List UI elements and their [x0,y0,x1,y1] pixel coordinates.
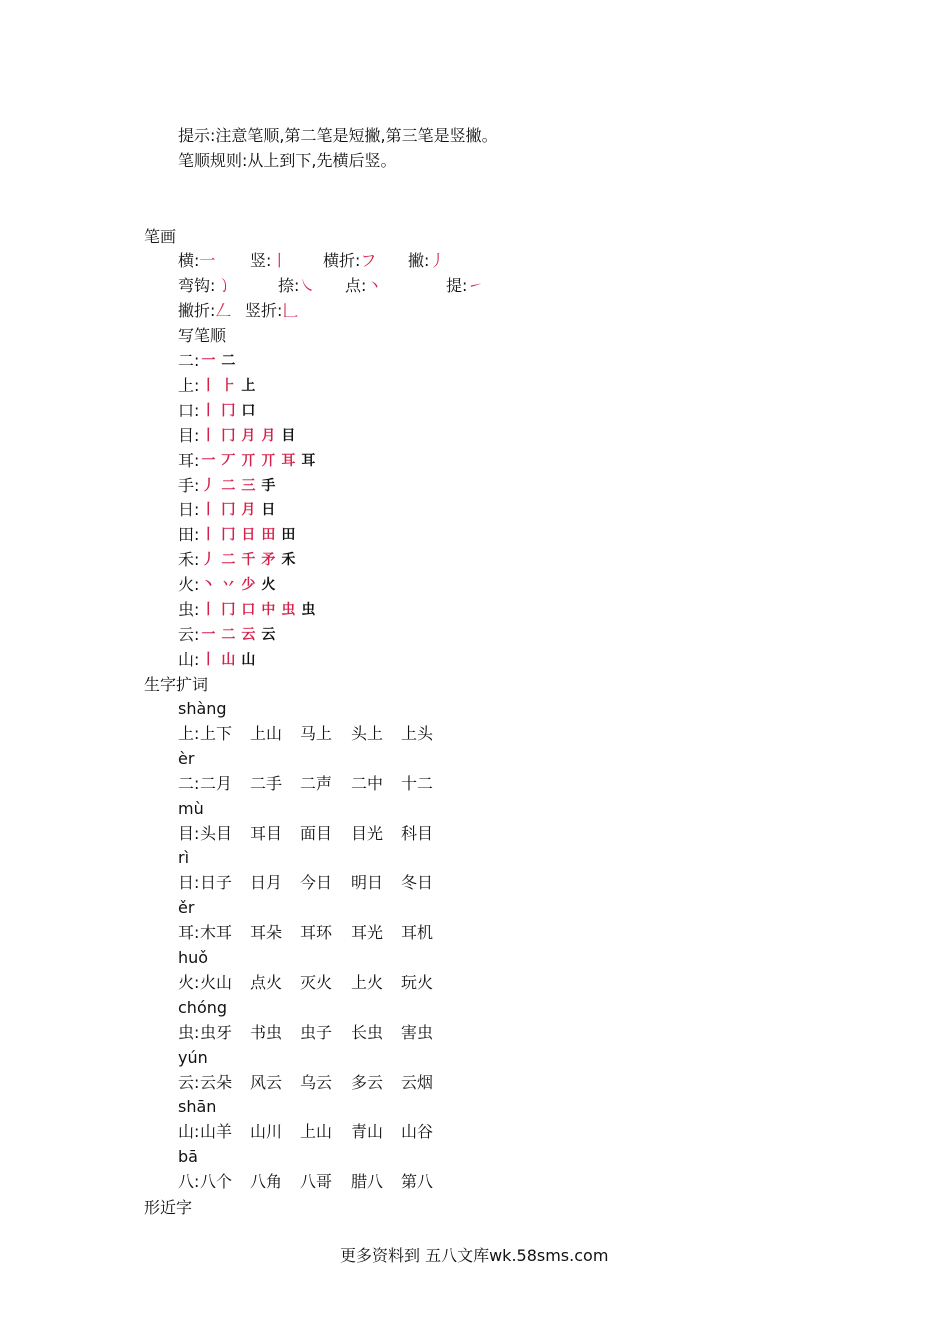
stroke-glyph: ㇏ [299,276,316,295]
stroke-order-step: 丷 [221,577,236,594]
stroke-order-step: 丶 [201,577,216,594]
footer-text: 更多资料到 五八文库wk.58sms.com [340,1246,609,1265]
stroke-label: 捺: [278,276,300,295]
stroke-order-step: 山 [241,651,256,668]
vocab-word: 点火 [250,973,283,992]
stroke-order-step: 云 [241,626,256,643]
stroke-label: 提: [446,276,468,295]
vocab-word: 山谷 [401,1122,434,1142]
vocab-word: 头上 [351,724,384,743]
stroke-order-step: 丨 [201,651,216,668]
stroke-order-step: 二 [221,552,236,569]
similar-heading: 形近字 [144,1198,193,1217]
stroke-order-step: 二 [221,353,236,369]
stroke-order-row [178,401,255,421]
stroke-label: 横: [178,251,200,270]
stroke-order-step: 禾 [281,552,296,569]
stroke-glyph: 丿 [429,251,446,270]
stroke-ti [446,276,483,296]
vocab-word: 耳光 [351,923,384,943]
stroke-order-steps [201,401,255,421]
stroke-wangou [178,276,231,296]
stroke-order-step: 虫 [301,602,316,618]
vocab-word: 今日 [300,873,333,893]
stroke-order-label: 手: [178,475,200,495]
vocab-word: 日月 [250,873,283,893]
vocab-word: 上山 [250,724,283,743]
order-heading: 写笔顺 [178,326,227,345]
stroke-order-label: 火: [178,575,200,595]
stroke-glyph: 𠃋 [215,301,232,320]
stroke-order-step: 一 [201,353,216,369]
pinyin-label: èr [178,748,195,768]
vocab-heading: 生字扩词 [144,675,209,694]
stroke-order-row [178,575,275,595]
stroke-order-step: 月 [241,427,256,444]
stroke-order-step: 口 [241,402,256,419]
stroke-order-step: 田 [281,527,296,544]
stroke-order-steps [201,451,315,471]
stroke-order-step: 三 [241,477,256,494]
stroke-order-steps [201,550,295,570]
pinyin-label: chóng [178,997,228,1017]
vocab-word: 害虫 [401,1022,434,1042]
stroke-order-step: 中 [261,602,276,618]
vocab-word: 青山 [351,1122,384,1142]
stroke-order-label: 二: [178,351,200,370]
pinyin-label: shān [178,1097,217,1117]
vocab-word: 耳环 [300,923,333,943]
vocab-word: 山羊 [200,1122,233,1142]
stroke-order-step: 日 [261,502,276,519]
stroke-dian [345,276,382,296]
stroke-hengzhe [323,251,376,271]
stroke-order-label: 田: [178,525,200,545]
vocab-word: 山川 [250,1122,283,1142]
vocab-char: 目: [178,823,200,843]
vocab-word: 多云 [351,1072,384,1092]
strokes-heading: 笔画 [144,227,177,246]
vocab-word: 冬日 [401,873,434,893]
stroke-order-step: 云 [261,626,276,643]
stroke-order-step: 手 [261,477,276,494]
vocab-word: 书虫 [250,1022,283,1042]
vocab-word: 八个 [200,1172,233,1192]
stroke-order-step: ⺊ [221,377,236,394]
stroke-order-row [178,550,295,570]
stroke-heng [178,251,215,271]
stroke-order-steps [201,525,295,545]
stroke-order-step: 山 [221,651,236,668]
vocab-word: 长虫 [351,1022,384,1042]
stroke-label: 撇: [408,251,430,270]
stroke-order-row [178,376,255,396]
stroke-order-label: 上: [178,375,200,395]
vocab-char: 八: [178,1172,200,1192]
stroke-order-step: 二 [221,477,236,494]
stroke-order-step: 虫 [281,602,296,618]
stroke-order-step: 丨 [201,502,216,519]
vocab-word: 二月 [200,773,233,793]
stroke-order-step: 口 [241,602,256,618]
stroke-glyph: フ [360,251,377,270]
stroke-order-step: 田 [261,527,276,544]
stroke-order-step: 丿 [201,477,216,494]
stroke-order-step: 火 [261,577,276,594]
vocab-word: 耳目 [250,823,283,843]
stroke-order-steps [201,476,275,496]
stroke-order-step: 上 [241,377,256,394]
stroke-order-label: 禾: [178,550,200,570]
vocab-word: 面目 [300,823,333,843]
stroke-order-step: 丨 [201,602,216,618]
vocab-word: 虫子 [300,1022,333,1042]
vocab-word: 十二 [401,773,434,793]
pinyin-label: shàng [178,699,227,718]
stroke-shuzhe [245,301,298,321]
hint-text: 提示:注意笔顺,第二笔是短撇,第三笔是竖撇。 [178,126,498,145]
pinyin-label: ěr [178,898,195,918]
vocab-word: 八角 [250,1172,283,1192]
stroke-order-step: 目 [281,427,296,444]
vocab-word: 明日 [351,873,384,893]
vocab-char: 火: [178,973,200,992]
rule-text: 笔顺规则:从上到下,先横后竖。 [178,151,397,170]
vocab-word: 八哥 [300,1172,333,1192]
vocab-word: 二声 [300,773,333,793]
stroke-label: 竖: [250,251,272,270]
stroke-order-step: 千 [241,552,256,569]
vocab-word: 风云 [250,1072,283,1092]
stroke-order-step: 月 [241,502,256,519]
vocab-word: 云朵 [200,1072,233,1092]
stroke-pie [408,251,445,271]
stroke-shu [250,251,287,271]
vocab-word: 上火 [351,973,384,992]
pinyin-label: yún [178,1047,208,1067]
stroke-order-step: 矛 [261,552,276,569]
stroke-order-label: 目: [178,425,200,445]
vocab-word: 耳朵 [250,923,283,943]
pinyin-label: mù [178,798,204,818]
stroke-piezhe [178,301,231,321]
stroke-order-steps [201,600,315,620]
stroke-order-label: 山: [178,649,200,669]
stroke-label: 点: [345,276,367,295]
vocab-word: 马上 [300,724,333,743]
vocab-char: 云: [178,1072,200,1092]
stroke-order-row [178,451,315,471]
stroke-order-step: 冂 [221,402,236,419]
stroke-order-row [178,600,315,620]
stroke-glyph: 𠃊 [282,301,299,320]
stroke-order-step: 冂 [221,527,236,544]
vocab-word: 玩火 [401,973,434,992]
vocab-word: 火山 [200,973,233,992]
stroke-order-step: 丆 [221,452,236,469]
stroke-order-step: 丌 [261,452,276,469]
stroke-order-label: 日: [178,500,200,520]
stroke-order-row [178,525,295,545]
stroke-order-row [178,625,275,645]
pinyin-label: bā [178,1147,198,1167]
stroke-label: 竖折: [245,301,283,320]
vocab-char: 虫: [178,1022,200,1042]
pinyin-label: huǒ [178,948,209,967]
stroke-order-step: 丨 [201,427,216,444]
vocab-word: 乌云 [300,1072,333,1092]
stroke-order-step: 一 [201,452,216,469]
vocab-word: 上头 [401,724,434,743]
stroke-order-steps [201,500,275,520]
vocab-char: 二: [178,773,200,793]
stroke-order-step: 月 [261,427,276,444]
vocab-char: 耳: [178,923,200,943]
vocab-char: 日: [178,873,200,893]
stroke-order-step: 丿 [201,552,216,569]
pinyin-label: rì [178,848,190,868]
vocab-word: 二手 [250,773,283,793]
stroke-order-step: 丨 [201,527,216,544]
stroke-order-label: 口: [178,400,200,420]
stroke-order-step: 耳 [281,452,296,469]
stroke-order-row [178,426,295,446]
stroke-order-step: 一 [201,626,216,643]
stroke-glyph: ㇁ [215,276,232,295]
stroke-order-label: 耳: [178,450,200,470]
stroke-order-row [178,476,275,496]
stroke-glyph: 丶 [366,276,383,295]
stroke-label: 横折: [323,251,361,270]
vocab-word: 耳机 [401,923,434,943]
stroke-na [278,276,315,296]
stroke-order-steps [201,650,255,670]
vocab-word: 上山 [300,1122,333,1142]
stroke-glyph: 一 [199,251,216,270]
stroke-order-row [178,500,275,520]
stroke-order-label: 云: [178,624,200,644]
vocab-word: 灭火 [300,973,333,992]
vocab-word: 木耳 [200,923,233,943]
stroke-order-steps [201,575,275,595]
stroke-order-step: 二 [221,626,236,643]
stroke-order-step: 冂 [221,427,236,444]
stroke-order-row [178,650,255,670]
vocab-word: 第八 [401,1172,434,1192]
vocab-word: 上下 [200,724,233,743]
vocab-word: 二中 [351,773,384,793]
stroke-order-steps [201,625,275,645]
stroke-order-steps [201,376,255,396]
vocab-word: 科目 [401,823,434,843]
vocab-word: 虫牙 [200,1022,233,1042]
stroke-order-step: 少 [241,577,256,594]
vocab-word: 目光 [351,823,384,843]
vocab-word: 日子 [200,873,233,893]
stroke-order-step: 冂 [221,502,236,519]
stroke-order-step: 丨 [201,377,216,394]
stroke-order-step: 丨 [201,402,216,419]
vocab-char: 山: [178,1122,200,1142]
stroke-order-step: 日 [241,527,256,544]
stroke-label: 撇折: [178,301,216,320]
vocab-word: 头目 [200,823,233,843]
stroke-order-steps [201,351,235,371]
stroke-glyph: ㇀ [467,276,484,295]
stroke-order-step: 丌 [241,452,256,469]
stroke-order-step: 冂 [221,602,236,618]
stroke-order-label: 虫: [178,600,200,619]
stroke-order-steps [201,426,295,446]
vocab-word: 云烟 [401,1072,434,1092]
stroke-glyph: 丨 [271,251,288,270]
vocab-word: 腊八 [351,1172,384,1192]
stroke-label: 弯钩: [178,276,216,295]
stroke-order-row [178,351,235,371]
vocab-char: 上: [178,724,200,743]
stroke-order-step: 耳 [301,452,316,469]
